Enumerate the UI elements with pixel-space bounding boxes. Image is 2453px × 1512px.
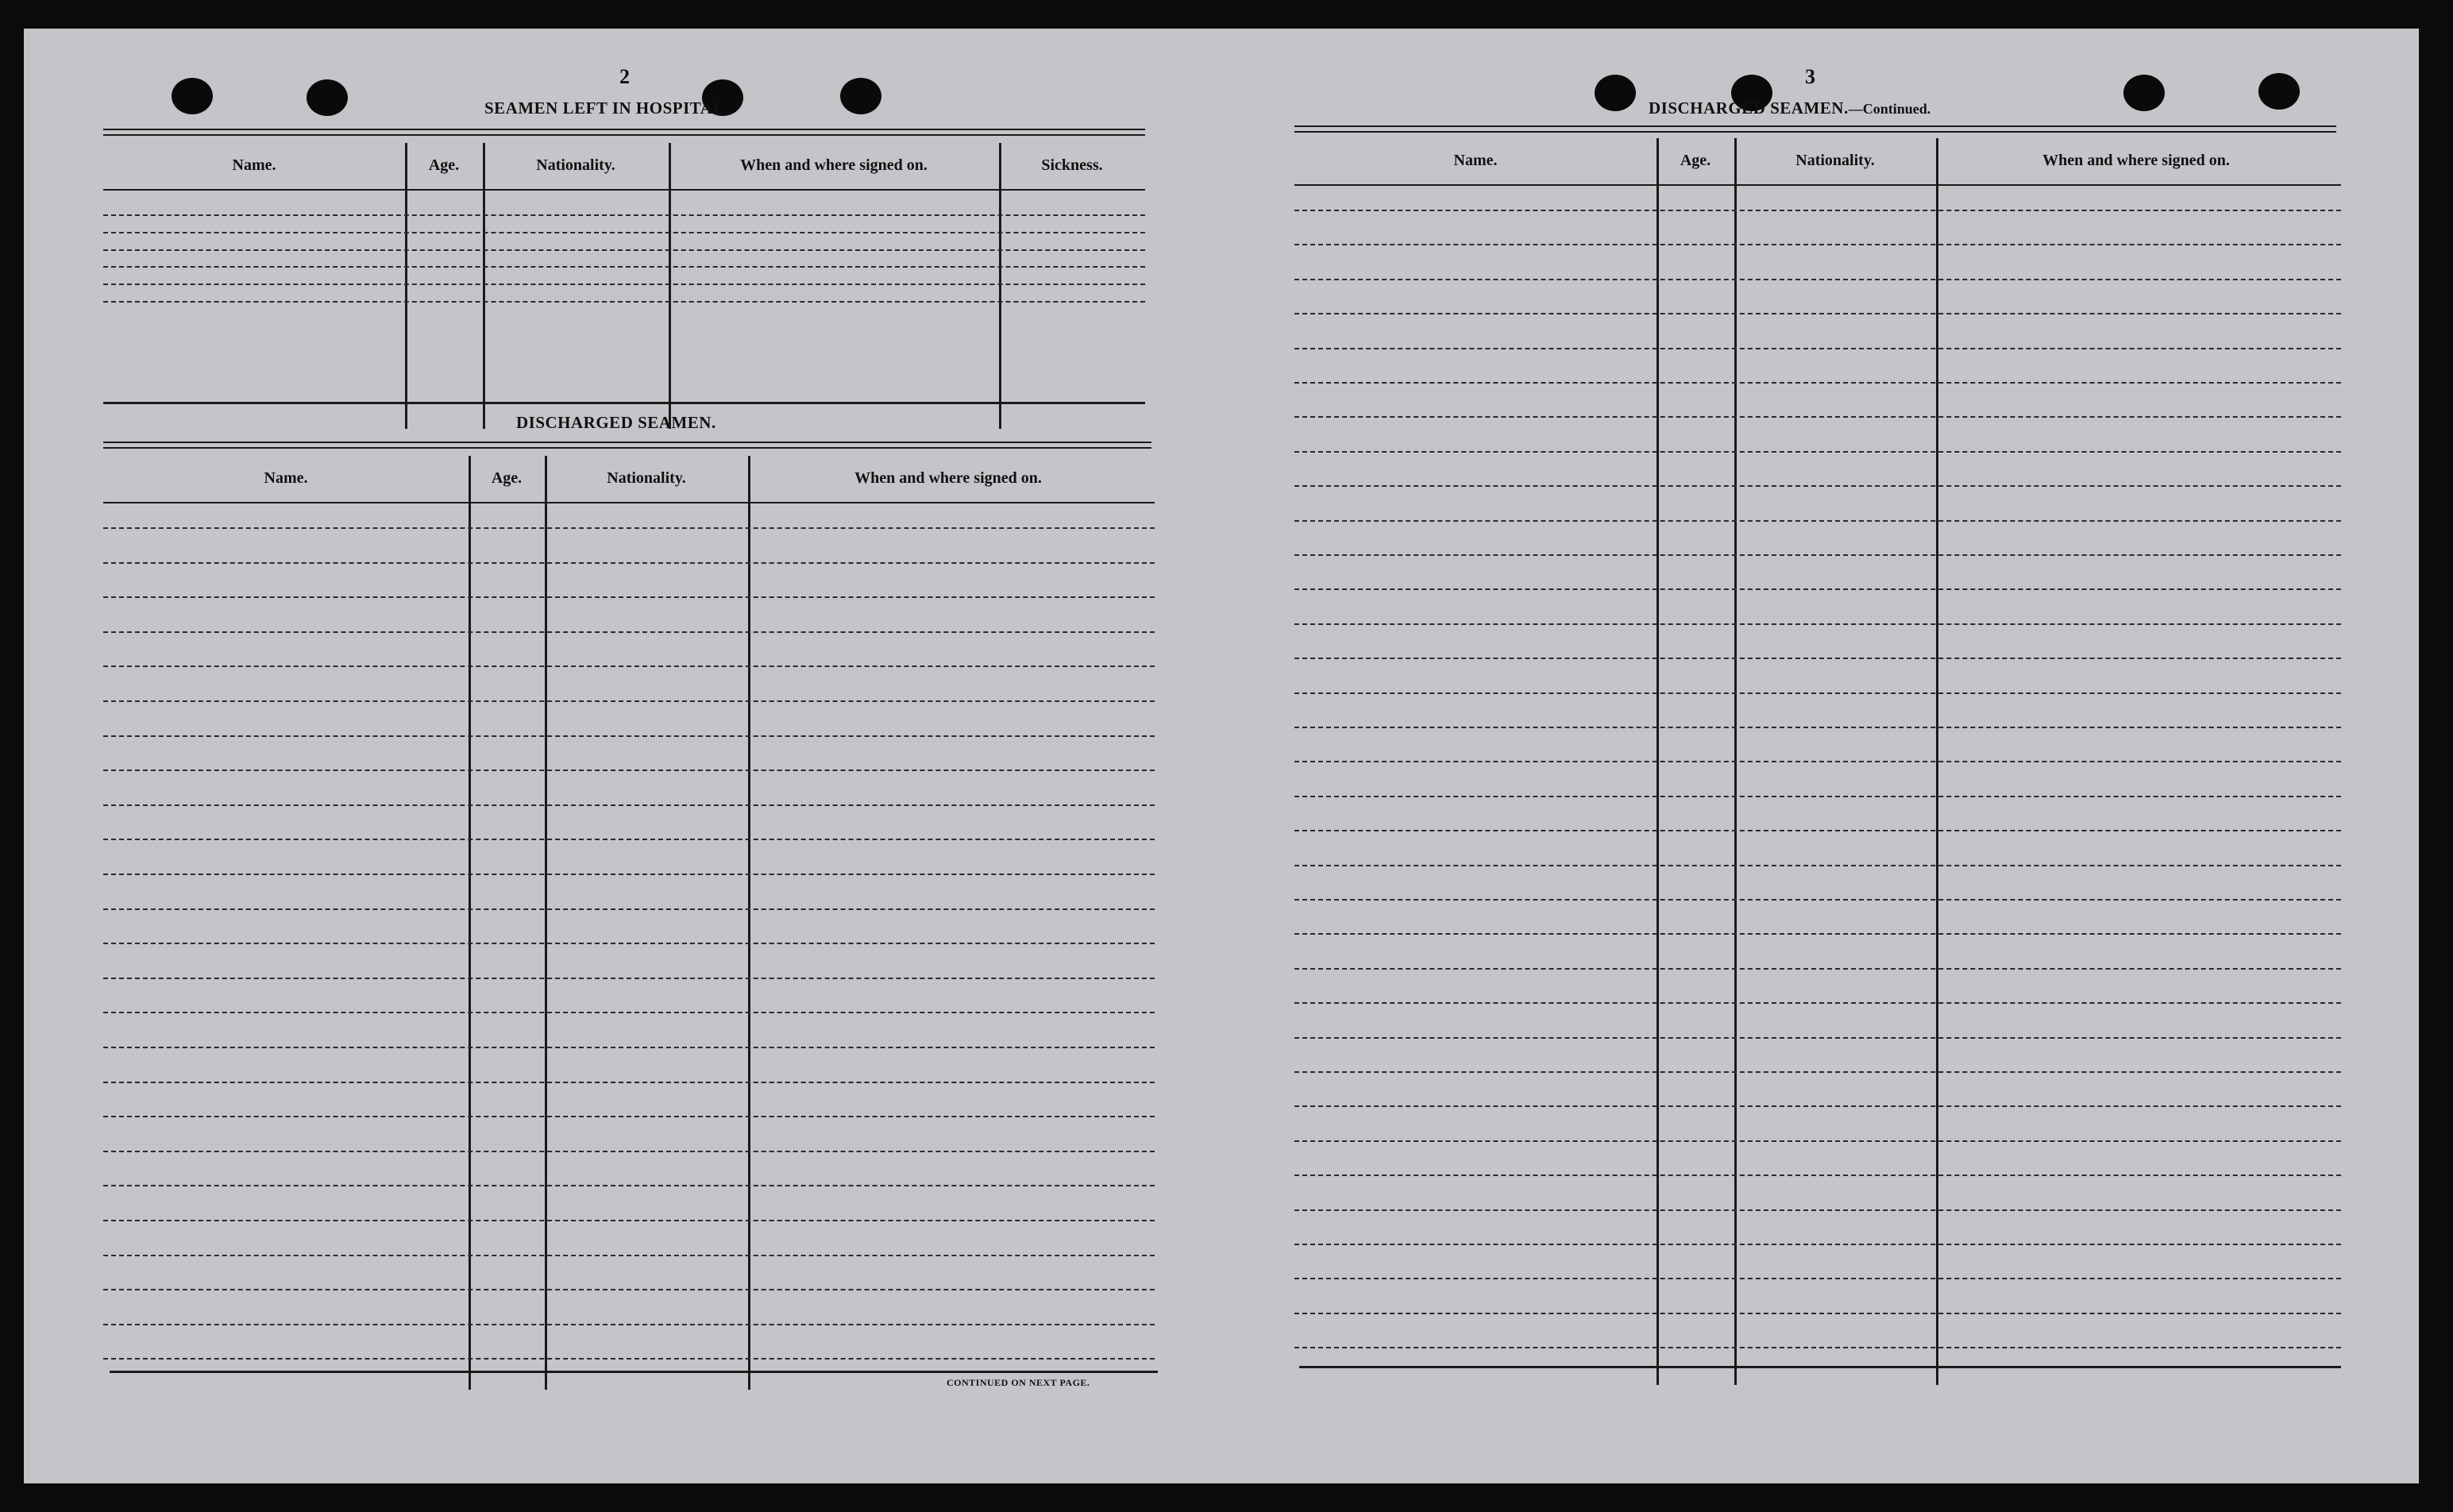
ledger-row <box>103 908 1155 910</box>
ledger-row <box>1294 1209 2341 1211</box>
left-page <box>24 29 1215 1483</box>
column-header: Name. <box>264 469 308 487</box>
ledger-row <box>103 874 1155 875</box>
ledger-row <box>103 249 1145 251</box>
ledger-row <box>103 1185 1155 1186</box>
bottom-rule <box>110 1371 1158 1373</box>
ledger-row <box>1294 1002 2341 1004</box>
header-rule <box>103 502 1155 503</box>
ledger-row <box>1294 658 2341 659</box>
column-header: Age. <box>428 156 460 174</box>
header-rule <box>1294 184 2341 186</box>
ledger-row <box>1294 451 2341 453</box>
ledger-row <box>1294 588 2341 590</box>
ledger-row <box>1294 554 2341 556</box>
discharged-continued-ledger <box>1294 138 2341 1385</box>
column-header: Nationality. <box>607 469 686 487</box>
right-page <box>1215 29 2419 1483</box>
ledger-row <box>103 770 1155 771</box>
ledger-row <box>1294 348 2341 349</box>
column-header: Nationality. <box>536 156 615 174</box>
column-divider <box>405 143 407 429</box>
ledger-row <box>1294 416 2341 418</box>
ledger-row <box>103 631 1155 633</box>
column-divider <box>999 143 1001 429</box>
ledger-row <box>1294 968 2341 970</box>
ledger-row <box>1294 623 2341 625</box>
ledger-row <box>1294 796 2341 797</box>
ledger-row <box>1294 279 2341 280</box>
ledger-row <box>103 562 1155 564</box>
ledger-row <box>103 214 1145 216</box>
ledger-row <box>103 232 1145 233</box>
section-rule <box>103 402 1145 404</box>
ledger-row <box>1294 830 2341 831</box>
ledger-row <box>1294 1037 2341 1039</box>
ledger-row <box>103 735 1155 737</box>
page-number: 2 <box>619 65 630 88</box>
ledger-row <box>1294 761 2341 762</box>
ledger-row <box>103 804 1155 806</box>
ledger-row <box>103 1151 1155 1152</box>
ledger-row <box>1294 1174 2341 1176</box>
column-header: When and where signed on. <box>740 156 928 174</box>
ledger-row <box>103 1012 1155 1013</box>
column-header: Nationality. <box>1795 151 1875 169</box>
ledger-row <box>103 978 1155 979</box>
ledger-row <box>1294 244 2341 245</box>
ledger-row <box>1294 1313 2341 1314</box>
ledger-row <box>103 301 1145 303</box>
ledger-row <box>103 596 1155 598</box>
ledger-row <box>103 1255 1155 1256</box>
bottom-rule <box>1299 1366 2341 1368</box>
ledger-row <box>1294 1244 2341 1245</box>
title-rule <box>1294 125 2336 127</box>
continued-note: CONTINUED ON NEXT PAGE. <box>947 1377 1090 1388</box>
column-header: Name. <box>232 156 276 174</box>
hospital-section-title: SEAMEN LEFT IN HOSPITAL. <box>484 98 729 118</box>
column-divider <box>669 143 671 429</box>
discharged-continued-label: DISCHARGED SEAMEN. <box>1649 98 1849 118</box>
ledger-row <box>103 1358 1155 1360</box>
ledger-row <box>103 943 1155 944</box>
ledger-row <box>1294 313 2341 314</box>
column-divider <box>483 143 485 429</box>
column-header: Name. <box>1453 151 1498 169</box>
ledger-row <box>103 1324 1155 1325</box>
title-rule <box>103 442 1151 443</box>
ledger-row <box>1294 382 2341 384</box>
hospital-ledger <box>103 143 1145 429</box>
ledger-row <box>1294 520 2341 522</box>
ledger-row <box>103 1289 1155 1290</box>
ledger-row <box>103 700 1155 702</box>
column-header: Age. <box>1680 151 1711 169</box>
ledger-row <box>1294 933 2341 935</box>
discharged-ledger <box>103 456 1155 1390</box>
title-rule <box>103 129 1145 130</box>
discharged-section-title: DISCHARGED SEAMEN. <box>516 413 716 432</box>
ledger-row <box>103 527 1155 529</box>
continued-suffix: —Continued. <box>1848 101 1931 117</box>
ledger-row <box>1294 1071 2341 1073</box>
ledger-row <box>1294 210 2341 211</box>
ledger-row <box>1294 1105 2341 1107</box>
page-number: 3 <box>1805 65 1815 88</box>
ledger-row <box>1294 485 2341 487</box>
ledger-row <box>1294 1278 2341 1279</box>
ledger-row <box>1294 692 2341 694</box>
ledger-row <box>1294 899 2341 901</box>
column-header: When and where signed on. <box>2042 151 2230 169</box>
scanned-form-sheet <box>24 29 2419 1483</box>
column-header: Age. <box>491 469 523 487</box>
discharged-continued-title <box>1649 98 1930 118</box>
ledger-row <box>1294 865 2341 866</box>
ledger-row <box>103 1047 1155 1048</box>
header-rule <box>103 189 1145 191</box>
ledger-row <box>1294 1347 2341 1348</box>
ledger-row <box>103 1116 1155 1117</box>
ledger-row <box>103 266 1145 268</box>
ledger-row <box>103 665 1155 667</box>
ledger-row <box>103 284 1145 285</box>
ledger-row <box>1294 727 2341 728</box>
ledger-row <box>103 1220 1155 1221</box>
ledger-row <box>103 839 1155 840</box>
ledger-row <box>103 1082 1155 1083</box>
column-header: Sickness. <box>1041 156 1103 174</box>
column-header: When and where signed on. <box>854 469 1042 487</box>
ledger-row <box>1294 1140 2341 1142</box>
